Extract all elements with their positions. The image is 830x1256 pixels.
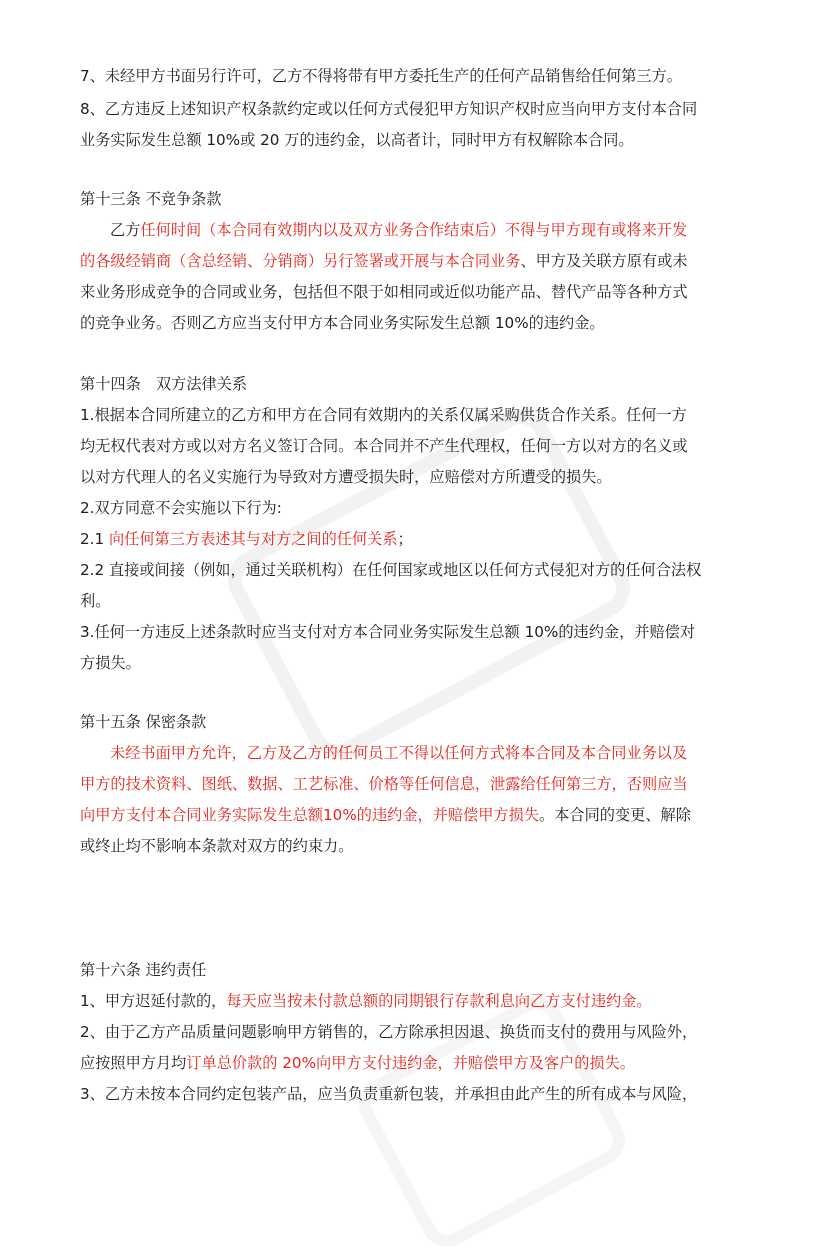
article-15-line3 xyxy=(80,804,760,826)
article-15-highlight: 向甲方支付本合同业务实际发生总额10%的违约金，并赔偿甲方损失 xyxy=(80,806,540,824)
article-13-line2-rest: 、甲方及关联方原有或未 xyxy=(520,252,688,270)
article-14-p3-line2: 方损失。 xyxy=(80,654,141,672)
article-16-p1-highlight: 每天应当按未付款总额的同期银行存款利息向乙方支付违约金。 xyxy=(226,992,652,1010)
article-16-p2-lead: 应按照甲方月均 xyxy=(80,1054,187,1072)
ip-item-8-line2: 业务实际发生总额 10%或 20 万的违约金，以高者计，同时甲方有权解除本合同。 xyxy=(80,131,634,149)
article-14-p2-1-highlight: 向任何第三方表述其与对方之间的任何关系 xyxy=(108,530,398,548)
ip-item-8-line1: 8、乙方违反上述知识产权条款约定或以任何方式侵犯甲方知识产权时应当向甲方支付本合同 xyxy=(80,100,698,118)
article-14-p2: 2.双方同意不会实施以下行为: xyxy=(80,499,282,517)
article-14-p2-1 xyxy=(80,528,760,550)
article-13-line1 xyxy=(110,219,760,241)
article-13-title: 第十三条 不竞争条款 xyxy=(80,190,222,208)
article-14-p2-2-line2: 利。 xyxy=(80,592,111,610)
article-13-highlight: 任何时间（本合同有效期内以及双方业务合作结束后）不得与甲方现有或将来开发 xyxy=(140,221,688,239)
article-14-p1-line3: 以对方代理人的名义实施行为导致对方遭受损失时，应赔偿对方所遭受的损失。 xyxy=(80,468,612,486)
article-13-line2 xyxy=(80,250,760,272)
article-15-line4: 或终止均不影响本条款对双方的约束力。 xyxy=(80,837,354,855)
article-14-p1-line1: 1.根据本合同所建立的乙方和甲方在合同有效期内的关系仅属采购供货合作关系。任何一方 xyxy=(80,406,687,424)
article-13-line4: 的竞争业务。否则乙方应当支付甲方本合同业务实际发生总额 10%的违约金。 xyxy=(80,314,605,332)
article-15-line2: 甲方的技术资料、图纸、数据、工艺标准、价格等任何信息，泄露给任何第三方，否则应当 xyxy=(80,775,688,793)
article-16-title: 第十六条 违约责任 xyxy=(80,961,207,979)
article-15-line1: 未经书面甲方允许，乙方及乙方的任何员工不得以任何方式将本合同及本合同业务以及 xyxy=(110,744,688,762)
article-14-p2-1-end: ； xyxy=(397,530,413,548)
article-14-p3-line1: 3.任何一方违反上述条款时应当支付对方本合同业务实际发生总额 10%的违约金，并赔偿对 xyxy=(80,623,696,641)
article-14-p2-2-line1: 2.2 直接或间接（例如，通过关联机构）在任何国家或地区以任何方式侵犯对方的任何合法权 xyxy=(80,561,702,579)
article-14-p2-1-number: 2.1 xyxy=(80,530,109,548)
article-13-highlight-2: 的各级经销商（含总经销、分销商）另行签署或开展与本合同业务 xyxy=(80,252,521,270)
article-15-line3-rest: 。本合同的变更、解除 xyxy=(539,806,691,824)
article-14-p1-line2: 均无权代表对方或以对方名义签订合同。本合同并不产生代理权，任何一方以对方的名义或 xyxy=(80,437,688,455)
article-16-p1-lead: 1、甲方迟延付款的， xyxy=(80,992,227,1010)
article-16-p2-highlight: 订单总价款的 20%向甲方支付违约金，并赔偿甲方及客户的损失。 xyxy=(186,1054,635,1072)
article-14-title: 第十四条 双方法律关系 xyxy=(80,375,248,393)
article-16-p2-line2 xyxy=(80,1052,760,1074)
ip-item-7: 7、未经甲方书面另行许可，乙方不得将带有甲方委托生产的任何产品销售给任何第三方。 xyxy=(80,67,682,85)
article-15-title: 第十五条 保密条款 xyxy=(80,713,207,731)
article-16-p1 xyxy=(80,990,760,1012)
article-16-p3: 3、乙方未按本合同约定包装产品，应当负责重新包装，并承担由此产生的所有成本与风险， xyxy=(80,1085,698,1103)
article-16-p2-line1: 2、由于乙方产品质量问题影响甲方销售的，乙方除承担因退、换货而支付的费用与风险外， xyxy=(80,1023,698,1041)
article-13-line3: 来业务形成竞争的合同或业务，包括但不限于如相同或近似功能产品、替代产品等各种方式 xyxy=(80,283,688,301)
article-13-subject: 乙方 xyxy=(110,221,141,239)
